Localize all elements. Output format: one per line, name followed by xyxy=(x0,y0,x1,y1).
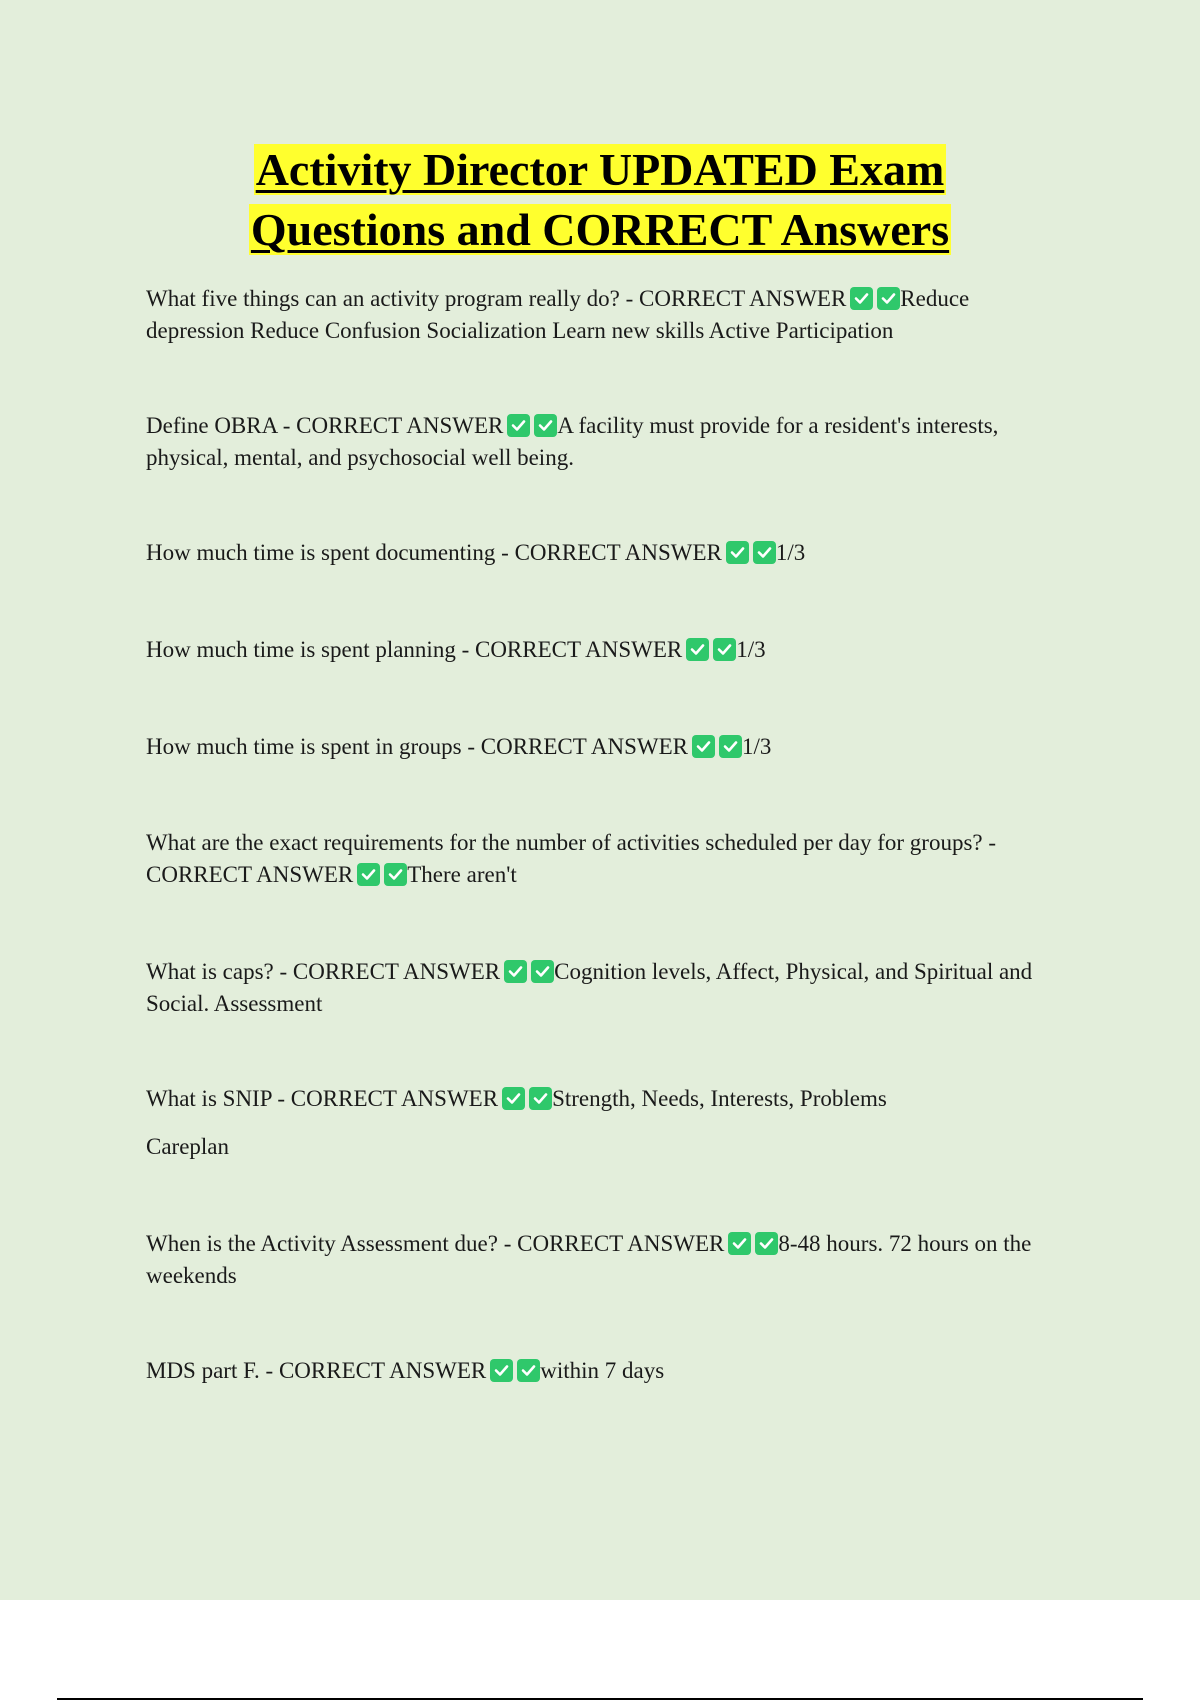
check-box-icon xyxy=(719,735,742,758)
qa-item xyxy=(146,827,1066,891)
check-box-icon xyxy=(753,541,776,564)
check-box-icon xyxy=(850,287,873,310)
check-box-icon xyxy=(507,414,530,437)
check-box-icon xyxy=(686,638,709,661)
qa-item xyxy=(146,1355,1066,1387)
check-box-icon xyxy=(726,541,749,564)
question-text: How much time is spent documenting - CORRECT ANSWER xyxy=(146,540,722,565)
answer-extra-text: Careplan xyxy=(146,1134,230,1159)
check-box-icon xyxy=(490,1359,513,1382)
question-text: What five things can an activity program really do? - CORRECT ANSWER xyxy=(146,286,847,311)
question-text: What is caps? - CORRECT ANSWER xyxy=(146,959,501,984)
answer-text: 8-48 hours. 72 hours on the weekends xyxy=(146,1231,1032,1288)
check-box-icon xyxy=(534,414,557,437)
question-text: When is the Activity Assessment due? - CORRECT ANSWER xyxy=(146,1231,725,1256)
check-box-icon xyxy=(357,863,380,886)
question-text: Define OBRA - CORRECT ANSWER xyxy=(146,413,504,438)
answer-text: within 7 days xyxy=(540,1358,665,1383)
check-box-icon xyxy=(504,960,527,983)
answer-text: 1/3 xyxy=(736,637,766,662)
check-box-icon xyxy=(502,1087,525,1110)
qa-item xyxy=(146,537,1066,569)
qa-item xyxy=(146,634,1066,666)
qa-item xyxy=(146,1228,1066,1292)
title-line-1: Activity Director UPDATED Exam xyxy=(255,144,945,195)
answer-text: 1/3 xyxy=(775,540,806,565)
answer-text: Strength, Needs, Interests, Problems xyxy=(552,1086,887,1111)
title-line-2: Questions and CORRECT Answers xyxy=(250,204,950,255)
answer-text: Cognition levels, Affect, Physical, and Spiritual and Social. Assessment xyxy=(146,959,1033,1016)
question-text: How much time is spent planning - CORRECT ANSWER xyxy=(146,637,683,662)
qa-item xyxy=(146,1083,1066,1115)
qa-item xyxy=(146,283,1066,347)
check-box-icon xyxy=(384,863,407,886)
check-box-icon xyxy=(728,1232,751,1255)
check-box-icon xyxy=(713,638,736,661)
check-box-icon xyxy=(529,1087,552,1110)
qa-extra-line xyxy=(146,1131,1066,1163)
qa-item xyxy=(146,956,1066,1020)
question-text: How much time is spent in groups - CORRECT ANSWER xyxy=(146,734,688,759)
check-box-icon xyxy=(517,1359,540,1382)
document-title xyxy=(0,140,1200,260)
check-box-icon xyxy=(692,735,715,758)
answer-text: 1/3 xyxy=(742,734,772,759)
check-box-icon xyxy=(531,960,554,983)
question-text: MDS part F. - CORRECT ANSWER xyxy=(146,1358,487,1383)
answer-text: There aren't xyxy=(407,862,517,887)
question-text: What is SNIP - CORRECT ANSWER xyxy=(146,1086,499,1111)
qa-item xyxy=(146,410,1066,474)
check-box-icon xyxy=(755,1232,778,1255)
question-text: What are the exact requirements for the number of activities scheduled per day for groups? - CORRECT ANSWER xyxy=(146,830,997,887)
qa-item xyxy=(146,731,1066,763)
answer-text: A facility must provide for a resident's interests, physical, mental, and psychosocial well being. xyxy=(146,413,999,470)
answer-text: Reduce depression Reduce Confusion Socialization Learn new skills Active Participation xyxy=(146,286,970,343)
check-box-icon xyxy=(877,287,900,310)
